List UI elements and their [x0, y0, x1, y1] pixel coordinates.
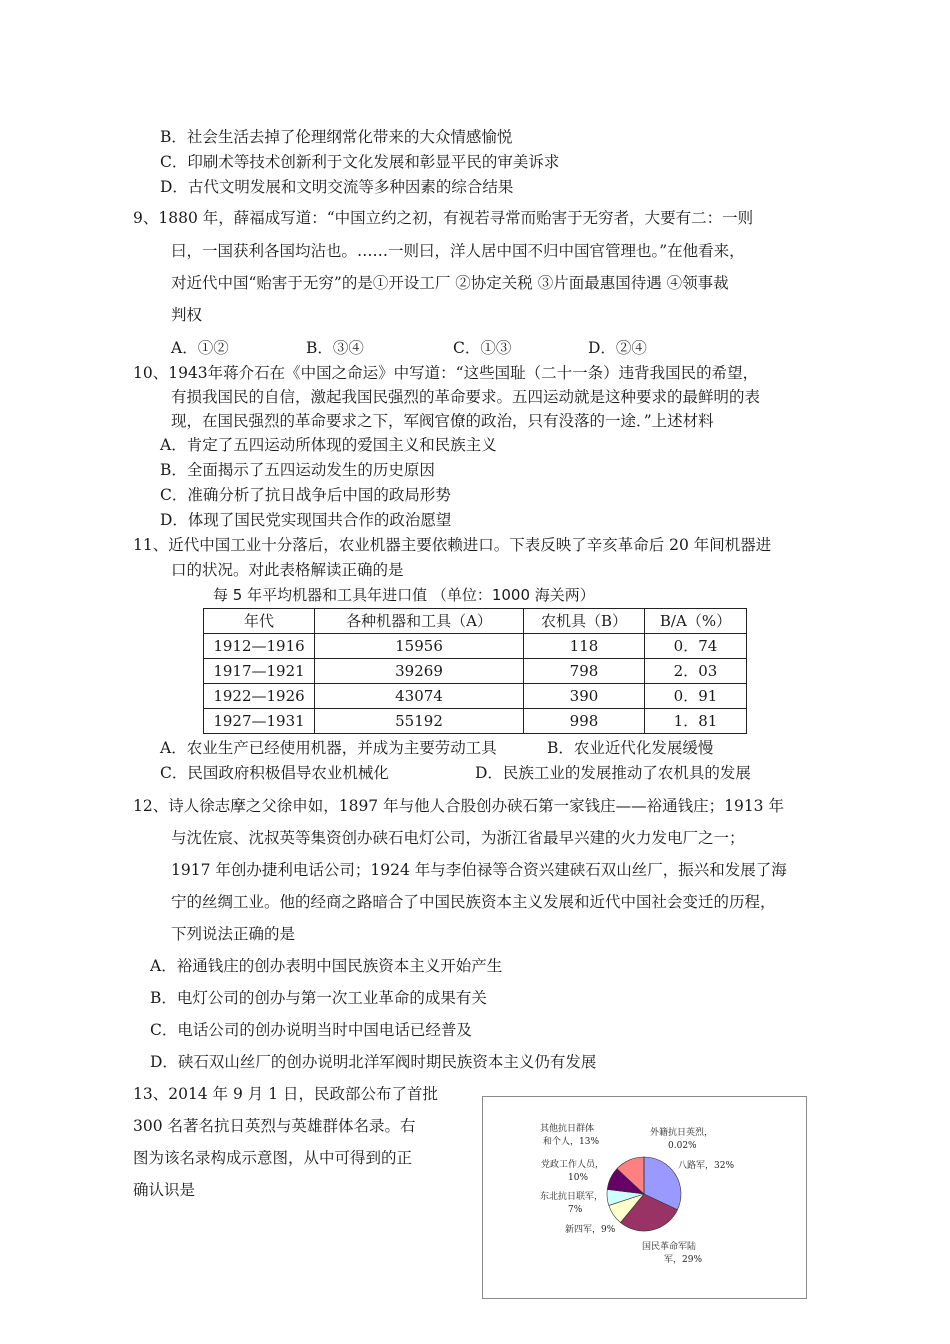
- q9-option-c: C．①③: [453, 339, 512, 357]
- table-header-row: [204, 609, 747, 634]
- q11-option-d: D．民族工业的发展推动了农机具的发展: [475, 764, 751, 782]
- table-cell: 118: [524, 634, 645, 659]
- table-cell: 55192: [315, 709, 524, 734]
- q10-stem-line1: 10、1943年蒋介石在《中国之命运》中写道：“这些国耻（二十一条）违背我国民的希望，: [133, 364, 759, 382]
- q10-option-d: D．体现了国民党实现国共合作的政治愿望: [160, 511, 452, 529]
- q9-stem-line4: 判权: [171, 306, 203, 324]
- q13-stem-line1: 13、2014 年 9 月 1 日，民政部公布了首批: [133, 1085, 439, 1103]
- pie-slice-label: 和个人，13%: [543, 1137, 600, 1147]
- table-cell: 1922—1926: [204, 684, 315, 709]
- q9-stem-line2: 曰，一国获利各国均沾也。……一则曰，洋人居中国不归中国官管理也。”在他看来，: [171, 242, 745, 260]
- pie-chart-frame: [482, 1096, 807, 1299]
- pie-slice-label: 0.02%: [668, 1141, 697, 1151]
- q11-stem-line1: 11、近代中国工业十分落后，农业机器主要依赖进口。下表反映了辛亥革命后 20 年间机器进: [133, 536, 772, 554]
- q12-option-b: B．电灯公司的创办与第一次工业革命的成果有关: [150, 989, 487, 1007]
- pie-slice-label: 国民革命军陆: [642, 1242, 697, 1252]
- q8-option-b: B．社会生活去掉了伦理纲常化带来的大众情感愉悦: [160, 128, 513, 146]
- q12-stem-line2: 与沈佐宸、沈叔英等集资创办硖石电灯公司，为浙江省最早兴建的火力发电厂之一；: [171, 829, 745, 847]
- q10-option-b: B．全面揭示了五四运动发生的历史原因: [160, 461, 435, 479]
- q10-stem-line2: 有损我国民的自信，激起我国民强烈的革命要求。五四运动就是这种要求的最鲜明的表: [171, 388, 761, 406]
- table-cell: 15956: [315, 634, 524, 659]
- pie-slice-label: 新四军，9%: [565, 1225, 616, 1235]
- q11-option-b: B．农业近代化发展缓慢: [547, 739, 714, 757]
- table-cell: 1912—1916: [204, 634, 315, 659]
- table-cell: 0．91: [645, 684, 747, 709]
- pie-slice-label: 党政工作人员，: [541, 1160, 605, 1170]
- q12-stem-line3: 1917 年创办捷利电话公司；1924 年与李伯禄等合资兴建硖石双山丝厂，振兴和发展了海: [171, 861, 787, 879]
- q12-option-c: C．电话公司的创办说明当时中国电话已经普及: [150, 1021, 472, 1039]
- q12-stem-line1: 12、诗人徐志摩之父徐申如，1897 年与他人合股创办硖石第一家钱庄——裕通钱庄；1913 年: [133, 797, 784, 815]
- table-cell: 798: [524, 659, 645, 684]
- table-row: [204, 709, 747, 734]
- q13-stem-line3: 图为该名录构成示意图，从中可得到的正: [133, 1149, 413, 1167]
- pie-slice-label: 外籍抗日英烈，: [650, 1128, 714, 1138]
- q9-stem-line3: 对近代中国“贻害于无穷”的是①开设工厂 ②协定关税 ③片面最惠国待遇 ④领事裁: [171, 274, 729, 292]
- q10-stem-line3: 现，在国民强烈的革命要求之下，军阀官僚的政治，只有没落的一途．”上述材料: [171, 412, 714, 430]
- pie-slice-label: 10%: [568, 1173, 589, 1183]
- q11-option-c: C．民国政府积极倡导农业机械化: [160, 764, 389, 782]
- q9-stem-line1: 9、1880 年，薛福成写道：“中国立约之初，有视若寻常而贻害于无穷者，大要有二：一则: [133, 209, 754, 227]
- table-header: 年代: [204, 609, 315, 634]
- table-cell: 1927—1931: [204, 709, 315, 734]
- q9-option-d: D．②④: [588, 339, 647, 357]
- table-cell: 390: [524, 684, 645, 709]
- table-row: [204, 659, 747, 684]
- q8-option-d: D．古代文明发展和文明交流等多种因素的综合结果: [160, 178, 514, 196]
- table-row: [204, 634, 747, 659]
- pie-slice-label: 东北抗日联军，: [540, 1192, 604, 1202]
- q11-stem-line2: 口的状况。对此表格解读正确的是: [171, 561, 404, 579]
- table-caption: 每 5 年平均机器和工具年进口值 （单位：1000 海关两）: [213, 586, 595, 604]
- q12-stem-line5: 下列说法正确的是: [171, 925, 296, 943]
- table-header: 各种机器和工具（A）: [315, 609, 524, 634]
- pie-slice-label: 7%: [568, 1205, 583, 1215]
- table-cell: 2．03: [645, 659, 747, 684]
- q10-option-a: A．肯定了五四运动所体现的爱国主义和民族主义: [160, 436, 497, 454]
- q9-option-a: A．①②: [171, 339, 229, 357]
- q13-stem-line4: 确认识是: [133, 1181, 196, 1199]
- pie-slice-label: 军，29%: [664, 1255, 703, 1265]
- q12-option-a: A．裕通钱庄的创办表明中国民族资本主义开始产生: [150, 957, 503, 975]
- table-header: B/A（%）: [645, 609, 747, 634]
- pie-slice-label: 八路军，32%: [678, 1161, 735, 1171]
- table-header: 农机具（B）: [524, 609, 645, 634]
- table-cell: 43074: [315, 684, 524, 709]
- pie-slice-label: 其他抗日群体: [540, 1124, 595, 1134]
- q13-stem-line2: 300 名著名抗日英烈与英雄群体名录。右: [133, 1117, 416, 1135]
- q10-option-c: C．准确分析了抗日战争后中国的政局形势: [160, 486, 451, 504]
- q9-option-b: B．③④: [306, 339, 364, 357]
- q8-option-c: C．印刷术等技术创新利于文化发展和彰显平民的审美诉求: [160, 153, 560, 171]
- machine-import-table: [203, 608, 747, 734]
- table-cell: 1．81: [645, 709, 747, 734]
- table-cell: 1917—1921: [204, 659, 315, 684]
- table-cell: 998: [524, 709, 645, 734]
- q12-option-d: D．硖石双山丝厂的创办说明北洋军阀时期民族资本主义仍有发展: [150, 1053, 597, 1071]
- q12-stem-line4: 宁的丝绸工业。他的经商之路暗合了中国民族资本主义发展和近代中国社会变迁的历程，: [171, 893, 776, 911]
- table-cell: 0．74: [645, 634, 747, 659]
- table-cell: 39269: [315, 659, 524, 684]
- q11-option-a: A．农业生产已经使用机器，并成为主要劳动工具: [160, 739, 497, 757]
- pie-chart: [483, 1097, 806, 1298]
- table-row: [204, 684, 747, 709]
